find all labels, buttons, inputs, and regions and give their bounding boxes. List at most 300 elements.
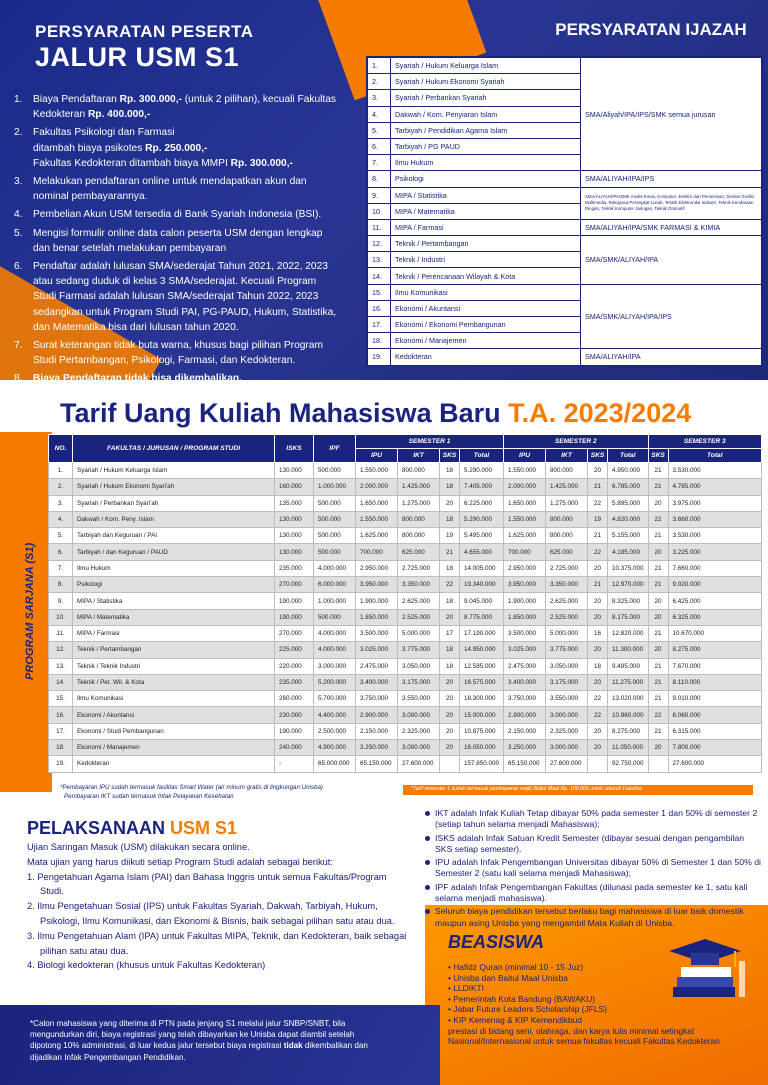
tarif-cell: 8.275.000 xyxy=(668,642,761,658)
tarif-cell: 3.550.000 xyxy=(546,691,588,707)
tarif-cell: 22 xyxy=(588,495,608,511)
tarif-note-right: *Tarif semester 1 sudah termasuk pembayaran wajib Baitul Maal Rp. 100.000 untuk seluruh Fakultas xyxy=(403,785,753,795)
tarif-cell: 8.060.000 xyxy=(668,707,761,723)
tarif-cell: 21 xyxy=(588,528,608,544)
tarif-cell: 20 xyxy=(588,674,608,690)
tarif-row xyxy=(49,495,762,511)
tarif-cell: 1.850.000 xyxy=(356,609,398,625)
tarif-cell: 9.010.000 xyxy=(668,691,761,707)
tarif-cell: 20 xyxy=(440,707,460,723)
tarif-cell: 1.550.000 xyxy=(504,511,546,527)
tarif-cell: 20 xyxy=(588,609,608,625)
th-sem3: SEMESTER 3 xyxy=(648,435,761,449)
tarif-cell: 2.725.000 xyxy=(546,560,588,576)
ijazah-requirement: SMA/Aliyah/IPA/IPS/SMK semua jurusan xyxy=(581,58,762,171)
tarif-cell: 20 xyxy=(648,642,668,658)
th-ikt: IKT xyxy=(546,449,588,463)
tarif-cell: 20 xyxy=(648,544,668,560)
tarif-cell: 14. xyxy=(49,674,73,690)
tarif-cell: 65.000.000 xyxy=(314,756,356,772)
definitions-list xyxy=(421,808,761,931)
ijazah-prodi: Syariah / Hukum Keluarga Islam xyxy=(391,58,581,74)
tarif-cell: 18 xyxy=(440,560,460,576)
ijazah-no: 17. xyxy=(368,317,391,333)
ijazah-prodi: Dakwah / Kom. Penyiaran Islam xyxy=(391,106,581,122)
tarif-cell: Ekonomi / Studi Pembangunan xyxy=(73,723,275,739)
tarif-cell: 8.775.000 xyxy=(460,609,504,625)
header-line2: JALUR USM S1 xyxy=(35,42,240,72)
ijazah-prodi: Tarbiyah / PG PAUD xyxy=(391,138,581,154)
th-ipf: IPF xyxy=(314,435,356,463)
tarif-cell: 16.575.000 xyxy=(460,674,504,690)
tarif-row xyxy=(49,528,762,544)
tarif-cell: 20 xyxy=(588,463,608,479)
footnote-bold: tidak xyxy=(283,1041,303,1051)
tarif-row xyxy=(49,740,762,756)
tarif-cell: MIPA / Statistika xyxy=(73,593,275,609)
requirements-list xyxy=(12,92,342,390)
tarif-cell: 2.150.000 xyxy=(504,723,546,739)
requirement-item xyxy=(12,338,342,368)
tarif-cell: 21 xyxy=(648,723,668,739)
beasiswa-item: • LLDIKTI xyxy=(448,983,484,994)
th-total: Total xyxy=(668,449,761,463)
ijazah-no: 14. xyxy=(368,268,391,284)
tarif-cell: 700.000 xyxy=(504,544,546,560)
th-sks: SKS xyxy=(588,449,608,463)
tarif-cell: 7.800.000 xyxy=(668,740,761,756)
tarif-cell: 6.325.000 xyxy=(668,609,761,625)
pelaksanaan-title-a: PELAKSANAAN xyxy=(27,818,171,838)
tarif-cell: 20 xyxy=(648,609,668,625)
ijazah-requirement: SMA/ALIYAH/IPA/SMK FARMASI & KIMIA xyxy=(581,219,762,235)
tarif-cell xyxy=(588,756,608,772)
tarif-cell: 17. xyxy=(49,723,73,739)
tarif-cell: 13.020.000 xyxy=(608,691,649,707)
tarif-cell: 2.150.000 xyxy=(356,723,398,739)
tarif-cell: 3.225.000 xyxy=(668,544,761,560)
side-label: PROGRAM SARJANA (S1) xyxy=(24,542,36,680)
ijazah-row xyxy=(368,236,762,252)
ijazah-requirement: SMA/ALIYAH/IPA xyxy=(581,349,762,365)
ijazah-row xyxy=(368,219,762,235)
tarif-cell: 1.650.000 xyxy=(356,495,398,511)
tarif-cell: 20 xyxy=(648,593,668,609)
ijazah-table xyxy=(367,57,762,366)
requirement-text: Pendaftar adalah lulusan SMA/sederajat Tahun 2021, 2022, 2023 atau sedang duduk di kelas 3 SMA/sederajat. Kecuali Program Studi Farmasi adalah lulusan SMA/sederajat Tahun 2022, 2023 sedangkan untuk Program Studi PAI, PG-PAUD, Hukum, Statistika, dan Matematika bisa dari lulusan tahun 2020. xyxy=(33,261,337,333)
beasiswa-item: prestasi di bidang seni, olahraga, dan karya tulis minimal setingkat Nasional/Internasional untuk semua fakultas kecuali Fakultas Kedokteran xyxy=(448,1025,720,1047)
tarif-cell: 4.950.000 xyxy=(608,463,649,479)
requirement-number: 1. xyxy=(14,94,23,105)
tarif-row xyxy=(49,625,762,641)
pelaksanaan-item: 2. Ilmu Pengetahuan Sosial (IPS) untuk Fakultas Syariah, Dakwah, Tarbiyah, Hukum, Psikologi, Ilmu Komunikasi, dan Ekonomi & Bisnis, baik sebagai pilihan satu atau dua. xyxy=(27,901,395,926)
tarif-cell: 130.000 xyxy=(275,463,314,479)
tarif-cell: 4.655.000 xyxy=(460,544,504,560)
tarif-cell: 3.950.000 xyxy=(356,577,398,593)
tarif-cell: 625.000 xyxy=(398,544,440,560)
tarif-cell: 225.000 xyxy=(275,642,314,658)
footnote-text: *Calon mahasiswa yang diterima di PTN pada jenjang S1 melalui jalur SNBP/SNBT, bila mengundurkan diri, biaya registrasi yang telah dibayarkan ke Unisba dapat diambil setelah dipotong 10% administrasi, di luar kedua jalur tersebut biaya registrasi xyxy=(30,1019,355,1051)
tarif-cell: 800.000 xyxy=(546,511,588,527)
th-sem2: SEMESTER 2 xyxy=(504,435,649,449)
tarif-cell: 9.485.000 xyxy=(608,658,649,674)
tarif-cell: 1.550.000 xyxy=(356,511,398,527)
tarif-note-left-1: *Pembayaran IPU sudah termasuk fasilitas Smart Water (air minum gratis di lingkungan Unisba) xyxy=(60,784,323,791)
tarif-row xyxy=(49,658,762,674)
tarif-cell: 6.785.000 xyxy=(608,479,649,495)
tarif-title xyxy=(60,398,691,429)
tarif-cell: 9.020.000 xyxy=(668,577,761,593)
requirement-item xyxy=(12,174,342,204)
requirement-item xyxy=(12,226,342,256)
tarif-cell: 1.550.000 xyxy=(504,463,546,479)
ijazah-no: 12. xyxy=(368,236,391,252)
tarif-cell: 9.045.000 xyxy=(460,593,504,609)
tarif-cell: 190.000 xyxy=(275,723,314,739)
beasiswa-item: • Jabar Future Leaders Scholarship (JFLS) xyxy=(448,1004,607,1015)
definition-item: IPF adalah Infak Pengembangan Fakultas (dilunasi pada semester ke 1, satu kali selama menjadi mahasiswa). xyxy=(421,882,761,905)
tarif-cell: 4.400.000 xyxy=(314,707,356,723)
tarif-row xyxy=(49,511,762,527)
tarif-cell: 6.225.000 xyxy=(460,495,504,511)
tarif-cell xyxy=(440,756,460,772)
tarif-cell: 18 xyxy=(440,593,460,609)
tarif-cell: 2.900.000 xyxy=(504,707,546,723)
tarif-cell: 10. xyxy=(49,609,73,625)
tarif-cell: 1.900.000 xyxy=(504,593,546,609)
tarif-cell: 92.750.000 xyxy=(608,756,649,772)
tarif-cell: 160.000 xyxy=(275,479,314,495)
requirement-item xyxy=(12,125,342,171)
tarif-cell: 135.000 xyxy=(275,495,314,511)
tarif-cell: 4.785.000 xyxy=(668,479,761,495)
tarif-cell: 1.850.000 xyxy=(504,609,546,625)
tarif-cell: 2.950.000 xyxy=(356,560,398,576)
requirement-item xyxy=(12,371,342,386)
tarif-cell: 130.000 xyxy=(275,511,314,527)
tarif-cell: 19 xyxy=(588,511,608,527)
tarif-cell: Ilmu Hukum xyxy=(73,560,275,576)
tarif-cell: 7.670.000 xyxy=(668,658,761,674)
tarif-cell: 16 xyxy=(588,625,608,641)
ijazah-prodi: Ilmu Hukum xyxy=(391,155,581,171)
tarif-cell: 1.550.000 xyxy=(356,463,398,479)
tarif-cell: 12.820.000 xyxy=(608,625,649,641)
tarif-cell: Tarbiyah / dan Keguruan / PAUD xyxy=(73,544,275,560)
ijazah-prodi: Syariah / Perbankan Syariah xyxy=(391,90,581,106)
tarif-cell: 3.550.000 xyxy=(398,691,440,707)
tarif-cell: 20 xyxy=(588,723,608,739)
th-ipu: IPU xyxy=(356,449,398,463)
tarif-cell: 235.000 xyxy=(275,560,314,576)
tarif-cell: 20 xyxy=(588,642,608,658)
tarif-cell: 3.250.000 xyxy=(356,740,398,756)
tarif-cell: 230.000 xyxy=(275,707,314,723)
ijazah-row xyxy=(368,58,762,74)
requirement-text: Biaya Pendaftaran tidak bisa dikembalikan. xyxy=(33,373,242,385)
tarif-cell: Ilmu Komunikasi xyxy=(73,691,275,707)
tarif-cell: 12.970.000 xyxy=(608,577,649,593)
tarif-cell: 21 xyxy=(440,544,460,560)
tarif-cell: 700.000 xyxy=(356,544,398,560)
requirement-text: Mengisi formulir online data calon peserta USM dengan lengkap dan benar setelah melakukan pembayaran xyxy=(33,227,323,254)
tarif-cell: 4.820.000 xyxy=(608,511,649,527)
tarif-cell: 20 xyxy=(588,593,608,609)
tarif-cell: 21 xyxy=(588,577,608,593)
ijazah-prodi: Kedokteran xyxy=(391,349,581,365)
ijazah-no: 16. xyxy=(368,300,391,316)
tarif-cell: MIPA / Farmasi xyxy=(73,625,275,641)
tarif-cell: 21 xyxy=(648,577,668,593)
tarif-cell: 10.960.000 xyxy=(608,707,649,723)
ijazah-prodi: Teknik / Industri xyxy=(391,252,581,268)
ijazah-row xyxy=(368,187,762,203)
tarif-cell: 22 xyxy=(648,511,668,527)
tarif-cell: 3.775.000 xyxy=(546,642,588,658)
tarif-cell: Ekonomi / Manajemen xyxy=(73,740,275,756)
pelaksanaan-body xyxy=(27,840,412,973)
tarif-cell: 3.175.000 xyxy=(546,674,588,690)
ijazah-no: 3. xyxy=(368,90,391,106)
tarif-cell: 3.175.000 xyxy=(398,674,440,690)
tarif-cell: 21 xyxy=(648,674,668,690)
graduation-books-icon xyxy=(655,935,755,1015)
tarif-cell: 270.000 xyxy=(275,577,314,593)
tarif-cell: 7. xyxy=(49,560,73,576)
tarif-cell: 4. xyxy=(49,511,73,527)
tarif-cell: 2.900.000 xyxy=(356,707,398,723)
tarif-cell: 15.000.000 xyxy=(460,707,504,723)
tarif-cell: 190.000 xyxy=(275,593,314,609)
th-ikt: IKT xyxy=(398,449,440,463)
tarif-cell: 2.325.000 xyxy=(398,723,440,739)
tarif-cell: 8.275.000 xyxy=(608,723,649,739)
tarif-cell: 5.700.000 xyxy=(314,691,356,707)
tarif-cell: 3.350.000 xyxy=(398,577,440,593)
tarif-cell: 11.300.000 xyxy=(608,642,649,658)
tarif-cell: 3.750.000 xyxy=(504,691,546,707)
tarif-cell: 12.585.000 xyxy=(460,658,504,674)
tarif-cell: MIPA / Matematika xyxy=(73,609,275,625)
ijazah-prodi: Teknik / Pertambangan xyxy=(391,236,581,252)
pelaksanaan-item: 1. Pengetahuan Agama Islam (PAI) dan Bahasa Inggris untuk semua Fakultas/Program Studi. xyxy=(27,871,387,897)
tarif-row xyxy=(49,577,762,593)
tarif-cell: 240.000 xyxy=(275,740,314,756)
tarif-cell: 2.725.000 xyxy=(398,560,440,576)
tarif-cell: 17 xyxy=(440,625,460,641)
tarif-cell: 7.660.000 xyxy=(668,560,761,576)
tarif-cell: 5.000.000 xyxy=(546,625,588,641)
ijazah-table-box xyxy=(366,56,763,366)
tarif-cell: 5.155.000 xyxy=(608,528,649,544)
tarif-cell: 800.000 xyxy=(546,528,588,544)
tarif-cell: 21 xyxy=(648,658,668,674)
tarif-cell: 21 xyxy=(648,463,668,479)
tarif-cell: 18 xyxy=(440,642,460,658)
ijazah-prodi: Teknik / Perencanaan Wilayah & Kota xyxy=(391,268,581,284)
tarif-cell: 11. xyxy=(49,625,73,641)
tarif-row xyxy=(49,691,762,707)
tarif-cell: 3.400.000 xyxy=(356,674,398,690)
tarif-cell: Ekonomi / Akuntansi xyxy=(73,707,275,723)
tarif-cell: 3.500.000 xyxy=(504,625,546,641)
tarif-cell: 6.315.000 xyxy=(668,723,761,739)
definition-item: ISKS adalah Infak Satuan Kredit Semester (dibayar sesuai dengan pengambilan SKS setiap semester). xyxy=(421,833,761,856)
tarif-cell: 3.400.000 xyxy=(504,674,546,690)
tarif-cell: 20 xyxy=(440,674,460,690)
tarif-cell: 18 xyxy=(440,658,460,674)
tarif-cell: Tarbiyah dan Keguruan / PAI xyxy=(73,528,275,544)
ijazah-prodi: Syariah / Hukum Ekonomi Syariah xyxy=(391,74,581,90)
tarif-row xyxy=(49,560,762,576)
pelaksanaan-item: 3. Ilmu Pengetahuan Alam (IPA) untuk Fakultas MIPA, Teknik, dan Kedokteran, baik sebagai pilihan satu atau dua. xyxy=(27,930,407,956)
requirement-item xyxy=(12,207,342,222)
tarif-cell: 19.340.000 xyxy=(460,577,504,593)
definition-item: IKT adalah Infak Kuliah Tetap dibayar 50% pada semester 1 dan 50% di semester 2 (setiap tahun selama menjadi Mahasiswa); xyxy=(421,808,761,831)
tarif-cell: 18.300.000 xyxy=(460,691,504,707)
ijazah-no: 18. xyxy=(368,333,391,349)
tarif-cell: 6. xyxy=(49,544,73,560)
requirement-item xyxy=(12,259,342,335)
tarif-cell: 5.290.000 xyxy=(460,463,504,479)
tarif-cell: 2.625.000 xyxy=(546,593,588,609)
ijazah-no: 4. xyxy=(368,106,391,122)
ijazah-prodi: Ekonomi / Ekonomi Pembangunan xyxy=(391,317,581,333)
th-total: Total xyxy=(608,449,649,463)
header-line1: PERSYARATAN PESERTA xyxy=(35,22,254,41)
requirement-text: Biaya Pendaftaran Rp. 300.000,- (untuk 2 pilihan), kecuali Fakultas Kedokteran Rp. 400.000,- xyxy=(33,94,336,121)
tarif-cell: 800.000 xyxy=(398,528,440,544)
requirement-number: 3. xyxy=(14,176,23,188)
th-sks: SKS xyxy=(440,449,460,463)
tarif-cell: 2.000.000 xyxy=(356,479,398,495)
tarif-cell: 2.325.000 xyxy=(546,723,588,739)
tarif-cell: 3.250.000 xyxy=(504,740,546,756)
definition-item: Seluruh biaya pendidikan tersebut berlaku bagi mahasiswa di luar baik domestik maupun asing Unisba yang mengambil Mata Kuliah di Unisba. xyxy=(421,906,761,929)
tarif-cell: 20 xyxy=(588,740,608,756)
ijazah-prodi: MIPA / Matematika xyxy=(391,203,581,219)
tarif-cell: 14.950.000 xyxy=(460,642,504,658)
tarif-cell: 800.000 xyxy=(398,463,440,479)
th-no: NO. xyxy=(49,435,73,463)
tarif-cell: 500.000 xyxy=(314,528,356,544)
tarif-cell: 18 xyxy=(440,463,460,479)
tarif-cell: Syariah / Hukum Keluarga Islam xyxy=(73,463,275,479)
tarif-cell: 20 xyxy=(648,740,668,756)
tarif-cell: 22 xyxy=(440,577,460,593)
ijazah-no: 1. xyxy=(368,58,391,74)
pelaksanaan-title xyxy=(27,818,237,839)
side-label-box xyxy=(18,455,48,775)
tarif-cell: 3. xyxy=(49,495,73,511)
tarif-cell: 5.495.000 xyxy=(460,528,504,544)
tarif-cell: 11.050.000 xyxy=(608,740,649,756)
ijazah-prodi: Ekonomi / Akuntansi xyxy=(391,300,581,316)
tarif-cell: 130.000 xyxy=(275,544,314,560)
ijazah-no: 7. xyxy=(368,155,391,171)
tarif-cell: 2.950.000 xyxy=(504,560,546,576)
tarif-cell: 22 xyxy=(588,544,608,560)
tarif-cell: 3.000.000 xyxy=(398,740,440,756)
tarif-cell: 2.625.000 xyxy=(398,593,440,609)
ijazah-title: PERSYARATAN IJAZAH xyxy=(555,20,747,39)
ijazah-prodi: Psikologi xyxy=(391,171,581,187)
tarif-note-left-2: Pembayaran IKT sudah termasuk Infak Pelayanan Kesehatan xyxy=(64,793,234,800)
tarif-cell: 8. xyxy=(49,577,73,593)
th-fakultas: FAKULTAS / JURUSAN / PROGRAM STUDI xyxy=(73,435,275,463)
tarif-cell: 800.000 xyxy=(546,463,588,479)
ijazah-prodi: Ilmu Komunikasi xyxy=(391,284,581,300)
ijazah-no: 13. xyxy=(368,252,391,268)
tarif-cell: 21 xyxy=(648,528,668,544)
tarif-cell: 3.530.000 xyxy=(668,463,761,479)
tarif-cell: 10.875.000 xyxy=(460,723,504,739)
requirement-number: 4. xyxy=(14,209,23,221)
tarif-cell: 1.275.000 xyxy=(398,495,440,511)
requirement-text: Melakukan pendaftaran online untuk mendapatkan akun dan nominal pembayarannya. xyxy=(33,176,307,203)
tarif-cell: 500.000 xyxy=(314,463,356,479)
tarif-cell: 9. xyxy=(49,593,73,609)
tarif-cell: 8.110.000 xyxy=(668,674,761,690)
pelaksanaan-title-b: USM S1 xyxy=(170,818,238,838)
tarif-cell: 5. xyxy=(49,528,73,544)
ijazah-requirement: SMA/ALIYAH/IPA/IPS xyxy=(581,171,762,187)
tarif-cell: Teknik / Teknik Industri xyxy=(73,658,275,674)
tarif-row xyxy=(49,707,762,723)
tarif-cell: 22 xyxy=(588,707,608,723)
requirement-number: 6. xyxy=(14,261,23,273)
tarif-cell: 4.000.000 xyxy=(314,560,356,576)
tarif-cell: 27.600.000 xyxy=(668,756,761,772)
tarif-cell: 1.000.000 xyxy=(314,593,356,609)
ijazah-prodi: Tarbiyah / Pendidikan Agama Islam xyxy=(391,122,581,138)
tarif-cell: 22 xyxy=(588,691,608,707)
pelaksanaan-p2: Mata ujian yang harus diikuti setiap Program Studi adalah sebagai berikut: xyxy=(27,856,333,867)
tarif-cell: 3.000.000 xyxy=(546,707,588,723)
tarif-cell: 17.190.000 xyxy=(460,625,504,641)
tarif-cell: 20 xyxy=(440,691,460,707)
tarif-row xyxy=(49,479,762,495)
tarif-row xyxy=(49,756,762,772)
th-sem1: SEMESTER 1 xyxy=(356,435,504,449)
tarif-cell: 18 xyxy=(440,511,460,527)
tarif-cell: 1.425.000 xyxy=(546,479,588,495)
ijazah-no: 6. xyxy=(368,138,391,154)
tarif-cell: 3.775.000 xyxy=(398,642,440,658)
tarif-title-main: Tarif Uang Kuliah Mahasiswa Baru xyxy=(60,398,509,428)
tarif-cell: 8.175.000 xyxy=(608,609,649,625)
tarif-cell: 12. xyxy=(49,642,73,658)
tarif-cell: 3.975.000 xyxy=(668,495,761,511)
tarif-cell: 19 xyxy=(440,528,460,544)
tarif-row xyxy=(49,642,762,658)
tarif-cell: 10.670.000 xyxy=(668,625,761,641)
tarif-cell: Dakwah / Kom. Peny. Islam xyxy=(73,511,275,527)
tarif-cell: 3.050.000 xyxy=(546,658,588,674)
ijazah-no: 10. xyxy=(368,203,391,219)
tarif-cell: 4.185.000 xyxy=(608,544,649,560)
ijazah-prodi: MIPA / Statistika xyxy=(391,187,581,203)
tarif-cell: 21 xyxy=(648,691,668,707)
th-ipu: IPU xyxy=(504,449,546,463)
tarif-cell: 1.625.000 xyxy=(504,528,546,544)
tarif-cell: 14.005.000 xyxy=(460,560,504,576)
beasiswa-item: • Hafidz Quran (minimal 10 - 15 Juz) xyxy=(448,962,584,972)
tarif-cell: 500.000 xyxy=(314,544,356,560)
tarif-cell: 2.525.000 xyxy=(546,609,588,625)
tarif-cell: Teknik / Pertambangan xyxy=(73,642,275,658)
tarif-cell: 2.475.000 xyxy=(356,658,398,674)
